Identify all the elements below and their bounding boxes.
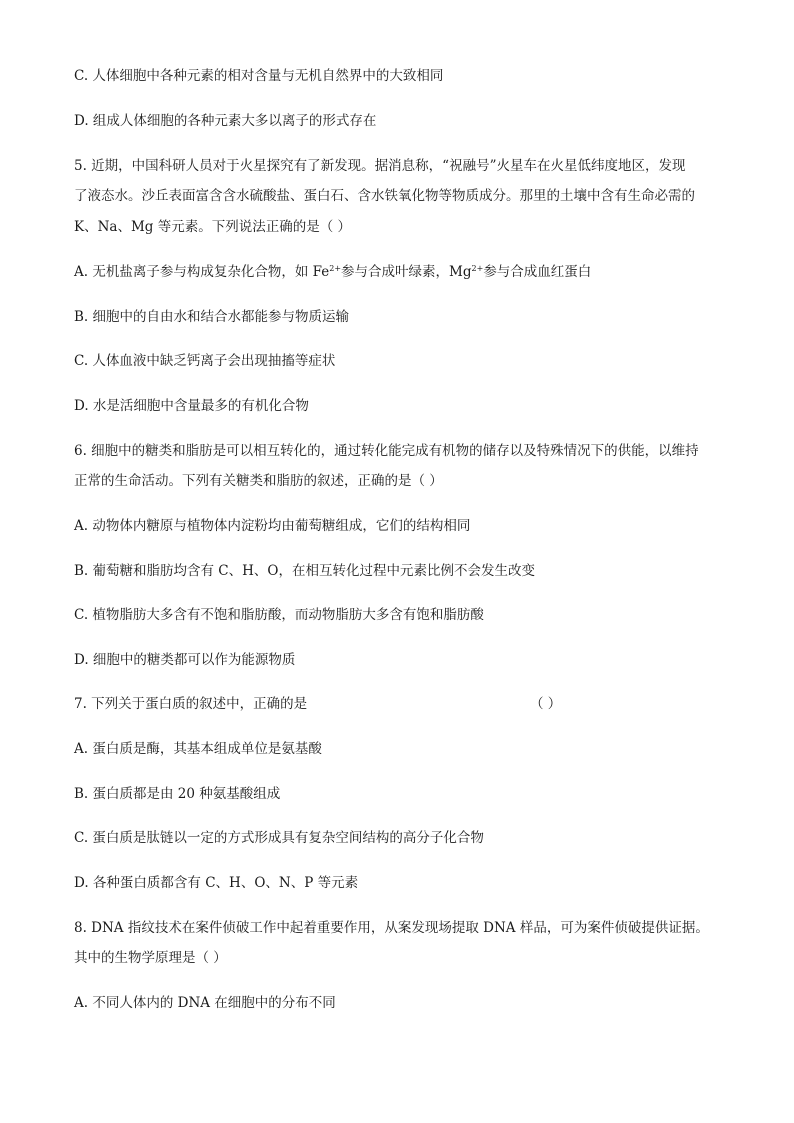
q6-option-b: B. 葡萄糖和脂肪均含有 C、H、O，在相互转化过程中元素比例不会发生改变: [74, 563, 535, 579]
q8-option-a: A. 不同人体内的 DNA 在细胞中的分布不同: [74, 995, 336, 1011]
q7-option-b: B. 蛋白质都是由 20 种氨基酸组成: [74, 786, 281, 802]
q5-option-a: [74, 262, 591, 282]
q6-stem-line-2: 正常的生命活动。下列有关糖类和脂肪的叙述，正确的是（ ）: [74, 473, 443, 489]
q7-option-a: A. 蛋白质是酶，其基本组成单位是氨基酸: [74, 741, 322, 757]
q4-option-c: C. 人体细胞中各种元素的相对含量与无机自然界中的大致相同: [74, 68, 444, 84]
q5-stem-line-3: K、Na、Mg 等元素。下列说法正确的是（ ）: [74, 219, 351, 235]
q4-option-d: D. 组成人体细胞的各种元素大多以离子的形式存在: [74, 113, 377, 129]
q6-option-c: C. 植物脂肪大多含有不饱和脂肪酸，而动物脂肪大多含有饱和脂肪酸: [74, 607, 484, 623]
q7-stem: 7. 下列关于蛋白质的叙述中，正确的是: [74, 696, 308, 712]
q5-option-a-superscript-2: 2+: [471, 264, 484, 273]
q7-answer-paren: （ ）: [530, 696, 562, 712]
q7-option-d: D. 各种蛋白质都含有 C、H、O、N、P 等元素: [74, 875, 359, 891]
q5-option-d: D. 水是活细胞中含量最多的有机化合物: [74, 398, 309, 414]
q5-option-c: C. 人体血液中缺乏钙离子会出现抽搐等症状: [74, 353, 336, 369]
q5-stem-line-1: 5. 近期，中国科研人员对于火星探究有了新发现。据消息称，“祝融号”火星车在火星低纬度地区，发现: [74, 158, 686, 174]
q5-option-a-superscript-1: 2+: [329, 264, 342, 273]
q5-option-a-text-1: A. 无机盐离子参与构成复杂化合物，如 Fe: [74, 264, 330, 280]
q7-option-c: C. 蛋白质是肽链以一定的方式形成具有复杂空间结构的高分子化合物: [74, 830, 484, 846]
q5-stem-line-2: 了液态水。沙丘表面富含含水硫酸盐、蛋白石、含水铁氧化物等物质成分。那里的土壤中含有生命必需的: [74, 188, 695, 204]
q6-stem-line-1: 6. 细胞中的糖类和脂肪是可以相互转化的，通过转化能完成有机物的储存以及特殊情况下的供能，以维持: [74, 443, 699, 459]
q8-stem-line-2: 其中的生物学原理是（ ）: [74, 950, 227, 966]
q5-option-a-text-2: 参与合成叶绿素，Mg: [341, 264, 472, 280]
q6-option-d: D. 细胞中的糖类都可以作为能源物质: [74, 652, 296, 668]
q8-stem-line-1: 8. DNA 指纹技术在案件侦破工作中起着重要作用，从案发现场提取 DNA 样品，可为案件侦破提供证据。: [74, 920, 709, 936]
q5-option-a-text-3: 参与合成血红蛋白: [483, 264, 592, 280]
q5-option-b: B. 细胞中的自由水和结合水都能参与物质运输: [74, 309, 350, 325]
q6-option-a: A. 动物体内糖原与植物体内淀粉均由葡萄糖组成，它们的结构相同: [74, 518, 471, 534]
